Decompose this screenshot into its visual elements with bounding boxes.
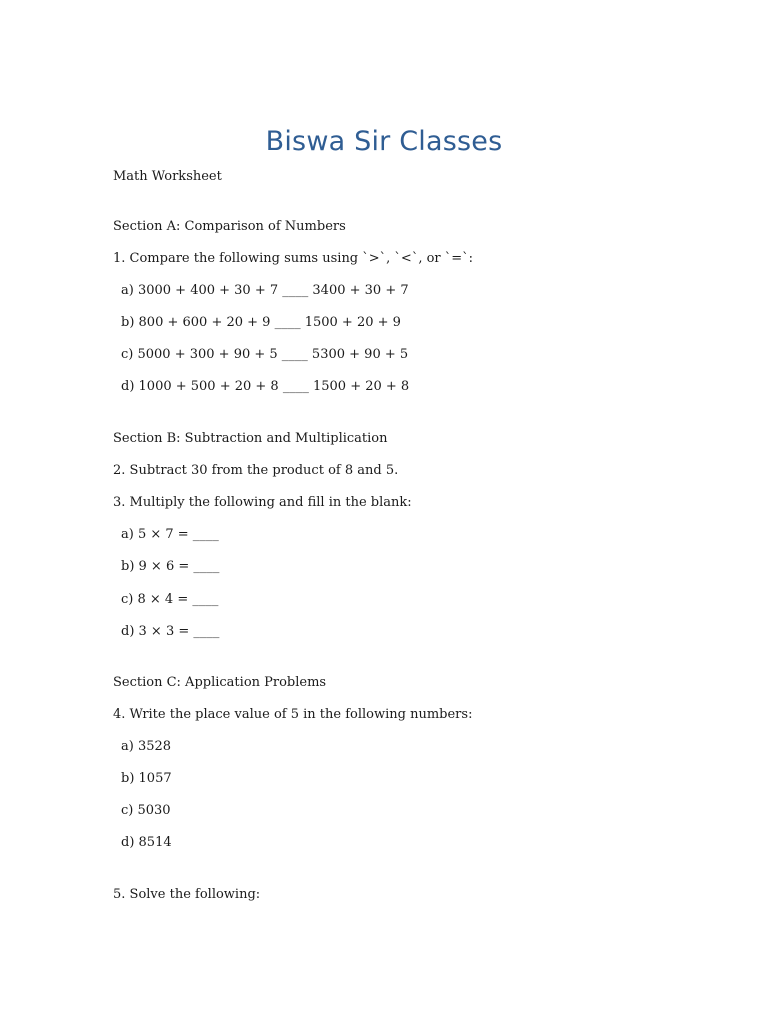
question-3-item-c: c) 8 × 4 = ____ [121, 592, 219, 607]
question-1-item-d: d) 1000 + 500 + 20 + 8 ____ 1500 + 20 + 8 [121, 379, 410, 394]
question-2-prompt: 2. Subtract 30 from the product of 8 and 5. [113, 463, 399, 478]
question-3-prompt: 3. Multiply the following and fill in the blank: [113, 495, 412, 510]
question-1-item-c: c) 5000 + 300 + 90 + 5 ____ 5300 + 90 + 5 [121, 347, 409, 362]
question-3-item-d: d) 3 × 3 = ____ [121, 624, 220, 639]
worksheet-subtitle: Math Worksheet [113, 169, 222, 184]
question-3-item-b: b) 9 × 6 = ____ [121, 559, 220, 574]
section-a-heading: Section A: Comparison of Numbers [113, 219, 346, 234]
question-3-item-a: a) 5 × 7 = ____ [121, 527, 219, 542]
question-4-item-d: d) 8514 [121, 835, 172, 850]
section-c-heading: Section C: Application Problems [113, 675, 327, 690]
question-4-item-a: a) 3528 [121, 739, 172, 754]
question-1-item-b: b) 800 + 600 + 20 + 9 ____ 1500 + 20 + 9 [121, 315, 401, 330]
question-4-item-b: b) 1057 [121, 771, 172, 786]
question-4-item-c: c) 5030 [121, 803, 171, 818]
question-4-prompt: 4. Write the place value of 5 in the following numbers: [113, 707, 473, 722]
question-5-prompt: 5. Solve the following: [113, 887, 261, 902]
section-b-heading: Section B: Subtraction and Multiplication [113, 431, 388, 446]
page-title: Biswa Sir Classes [265, 126, 503, 157]
question-1-item-a: a) 3000 + 400 + 30 + 7 ____ 3400 + 30 + 7 [121, 283, 409, 298]
question-1-prompt: 1. Compare the following sums using `>`, `<`, or `=`: [113, 251, 474, 266]
